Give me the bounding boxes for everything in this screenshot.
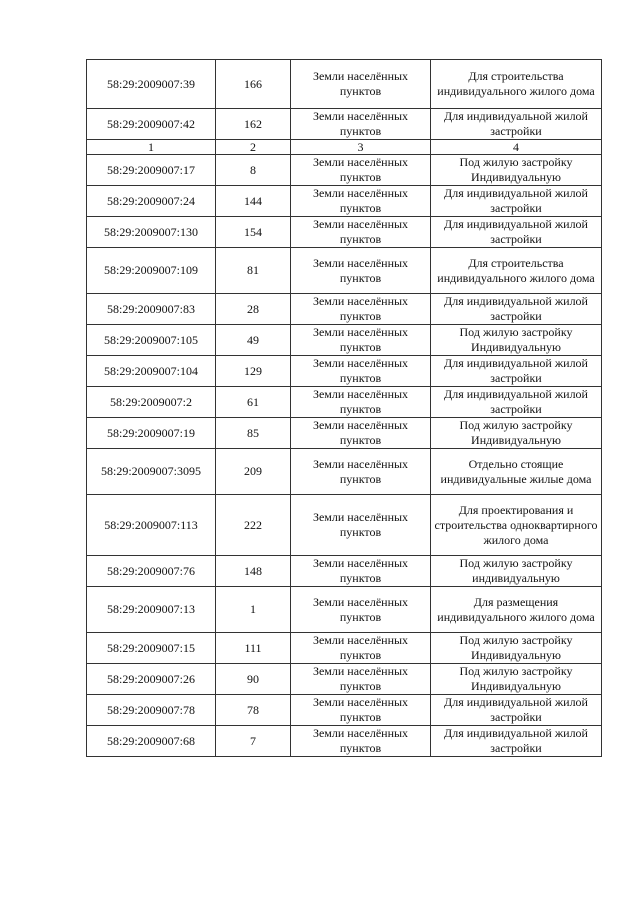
cadastral-number-cell: 58:29:2009007:19 xyxy=(87,418,216,449)
area-cell: 154 xyxy=(216,217,291,248)
land-category-cell: Земли населённых пунктов xyxy=(291,449,431,495)
land-category-cell: Земли населённых пунктов xyxy=(291,556,431,587)
area-cell: 144 xyxy=(216,186,291,217)
permitted-use-cell: Для строительства индивидуального жилого дома xyxy=(431,248,602,294)
table-row xyxy=(87,155,602,186)
area-cell: 81 xyxy=(216,248,291,294)
area-cell: 61 xyxy=(216,387,291,418)
area-cell: 49 xyxy=(216,325,291,356)
permitted-use-cell: Под жилую застройку Индивидуальную xyxy=(431,325,602,356)
column-number-2: 2 xyxy=(216,140,291,155)
permitted-use-cell: Под жилую застройку Индивидуальную xyxy=(431,155,602,186)
table-row xyxy=(87,726,602,757)
table-row xyxy=(87,633,602,664)
cadastral-number-cell: 58:29:2009007:113 xyxy=(87,495,216,556)
table-row xyxy=(87,418,602,449)
area-cell: 8 xyxy=(216,155,291,186)
table-row xyxy=(87,356,602,387)
area-cell: 162 xyxy=(216,109,291,140)
table-row xyxy=(87,248,602,294)
area-cell: 222 xyxy=(216,495,291,556)
column-number-4: 4 xyxy=(431,140,602,155)
cadastral-number-cell: 58:29:2009007:109 xyxy=(87,248,216,294)
land-category-cell: Земли населённых пунктов xyxy=(291,695,431,726)
land-category-cell: Земли населённых пунктов xyxy=(291,325,431,356)
area-cell: 85 xyxy=(216,418,291,449)
column-number-3: 3 xyxy=(291,140,431,155)
area-cell: 78 xyxy=(216,695,291,726)
table-row xyxy=(87,495,602,556)
column-number-1: 1 xyxy=(87,140,216,155)
permitted-use-cell: Для индивидуальной жилой застройки xyxy=(431,387,602,418)
area-cell: 148 xyxy=(216,556,291,587)
table-row xyxy=(87,325,602,356)
land-category-cell: Земли населённых пунктов xyxy=(291,248,431,294)
permitted-use-cell: Для индивидуальной жилой застройки xyxy=(431,109,602,140)
permitted-use-cell: Для индивидуальной жилой застройки xyxy=(431,695,602,726)
land-plots-table xyxy=(86,59,602,757)
area-cell: 1 xyxy=(216,587,291,633)
permitted-use-cell: Под жилую застройку Индивидуальную xyxy=(431,418,602,449)
land-category-cell: Земли населённых пунктов xyxy=(291,495,431,556)
land-category-cell: Земли населённых пунктов xyxy=(291,726,431,757)
cadastral-number-cell: 58:29:2009007:15 xyxy=(87,633,216,664)
table-row xyxy=(87,587,602,633)
table-row xyxy=(87,695,602,726)
table-row xyxy=(87,60,602,109)
area-cell: 129 xyxy=(216,356,291,387)
cadastral-number-cell: 58:29:2009007:39 xyxy=(87,60,216,109)
cadastral-number-cell: 58:29:2009007:76 xyxy=(87,556,216,587)
land-category-cell: Земли населённых пунктов xyxy=(291,418,431,449)
land-category-cell: Земли населённых пунктов xyxy=(291,155,431,186)
permitted-use-cell: Под жилую застройку Индивидуальную xyxy=(431,633,602,664)
permitted-use-cell: Для индивидуальной жилой застройки xyxy=(431,726,602,757)
permitted-use-cell: Для проектирования и строительства одноквартирного жилого дома xyxy=(431,495,602,556)
cadastral-number-cell: 58:29:2009007:42 xyxy=(87,109,216,140)
land-category-cell: Земли населённых пунктов xyxy=(291,294,431,325)
land-category-cell: Земли населённых пунктов xyxy=(291,60,431,109)
land-category-cell: Земли населённых пунктов xyxy=(291,387,431,418)
permitted-use-cell: Отдельно стоящие индивидуальные жилые дома xyxy=(431,449,602,495)
table-row xyxy=(87,449,602,495)
area-cell: 166 xyxy=(216,60,291,109)
column-number-row xyxy=(87,140,602,155)
permitted-use-cell: Для индивидуальной жилой застройки xyxy=(431,356,602,387)
permitted-use-cell: Для индивидуальной жилой застройки xyxy=(431,294,602,325)
land-category-cell: Земли населённых пунктов xyxy=(291,633,431,664)
cadastral-number-cell: 58:29:2009007:2 xyxy=(87,387,216,418)
land-category-cell: Земли населённых пунктов xyxy=(291,356,431,387)
table-row xyxy=(87,109,602,140)
area-cell: 209 xyxy=(216,449,291,495)
land-category-cell: Земли населённых пунктов xyxy=(291,186,431,217)
land-category-cell: Земли населённых пунктов xyxy=(291,664,431,695)
cadastral-number-cell: 58:29:2009007:104 xyxy=(87,356,216,387)
land-category-cell: Земли населённых пунктов xyxy=(291,217,431,248)
permitted-use-cell: Под жилую застройку индивидуальную xyxy=(431,556,602,587)
permitted-use-cell: Для индивидуальной жилой застройки xyxy=(431,217,602,248)
cadastral-number-cell: 58:29:2009007:68 xyxy=(87,726,216,757)
table-row xyxy=(87,217,602,248)
permitted-use-cell: Под жилую застройку Индивидуальную xyxy=(431,664,602,695)
permitted-use-cell: Для строительства индивидуального жилого дома xyxy=(431,60,602,109)
cadastral-number-cell: 58:29:2009007:78 xyxy=(87,695,216,726)
land-category-cell: Земли населённых пунктов xyxy=(291,587,431,633)
cadastral-number-cell: 58:29:2009007:17 xyxy=(87,155,216,186)
cadastral-number-cell: 58:29:2009007:83 xyxy=(87,294,216,325)
table-row xyxy=(87,664,602,695)
table-row xyxy=(87,294,602,325)
cadastral-number-cell: 58:29:2009007:3095 xyxy=(87,449,216,495)
cadastral-number-cell: 58:29:2009007:130 xyxy=(87,217,216,248)
cadastral-number-cell: 58:29:2009007:105 xyxy=(87,325,216,356)
table-row xyxy=(87,556,602,587)
table-row xyxy=(87,186,602,217)
cadastral-number-cell: 58:29:2009007:24 xyxy=(87,186,216,217)
cadastral-number-cell: 58:29:2009007:26 xyxy=(87,664,216,695)
area-cell: 111 xyxy=(216,633,291,664)
land-category-cell: Земли населённых пунктов xyxy=(291,109,431,140)
table-row xyxy=(87,387,602,418)
area-cell: 90 xyxy=(216,664,291,695)
table-body xyxy=(87,60,602,757)
area-cell: 7 xyxy=(216,726,291,757)
cadastral-number-cell: 58:29:2009007:13 xyxy=(87,587,216,633)
permitted-use-cell: Для размещения индивидуального жилого дома xyxy=(431,587,602,633)
area-cell: 28 xyxy=(216,294,291,325)
permitted-use-cell: Для индивидуальной жилой застройки xyxy=(431,186,602,217)
